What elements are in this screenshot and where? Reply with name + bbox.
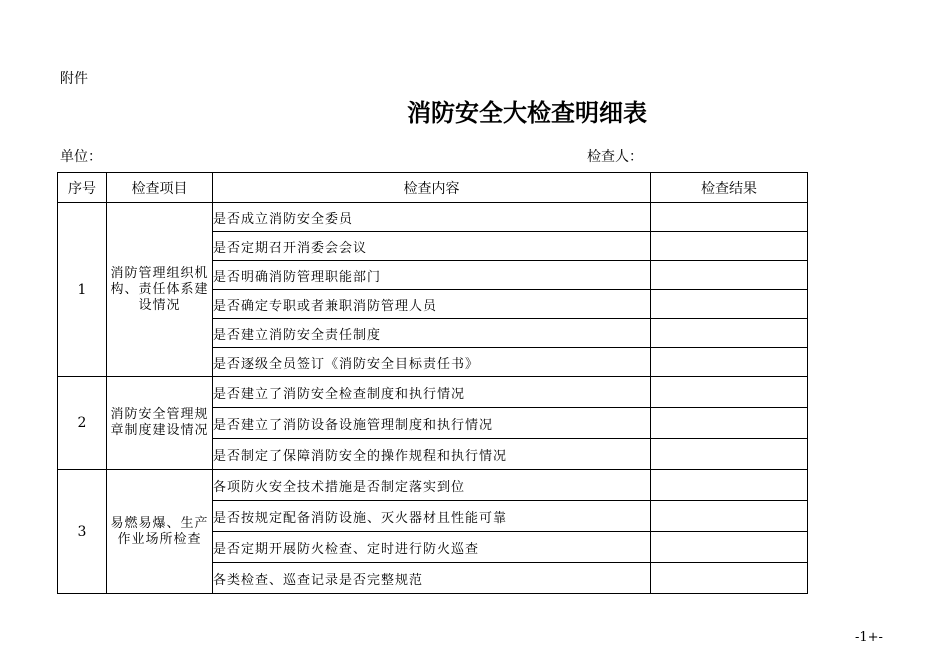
group-item-2: 消防安全管理规章制度建设情况 xyxy=(107,377,213,470)
group-index-1: 1 xyxy=(58,203,107,377)
check-result-cell[interactable] xyxy=(651,501,808,532)
header-index: 序号 xyxy=(58,173,107,203)
group-index-3: 3 xyxy=(58,470,107,594)
check-result-cell[interactable] xyxy=(651,408,808,439)
check-content: 是否定期开展防火检查、定时进行防火巡查 xyxy=(213,532,651,563)
group-item-3: 易燃易爆、生产作业场所检查 xyxy=(107,470,213,594)
attachment-label: 附件 xyxy=(60,71,88,87)
check-content: 是否按规定配备消防设施、灭火器材且性能可靠 xyxy=(213,501,651,532)
check-content: 是否制定了保障消防安全的操作规程和执行情况 xyxy=(213,439,651,470)
check-result-cell[interactable] xyxy=(651,470,808,501)
check-content: 是否建立了消防安全检查制度和执行情况 xyxy=(213,377,651,408)
check-content: 是否建立消防安全责任制度 xyxy=(213,319,651,348)
check-result-cell[interactable] xyxy=(651,439,808,470)
check-result-cell[interactable] xyxy=(651,261,808,290)
inspector-label: 检查人： xyxy=(587,149,643,165)
check-result-cell[interactable] xyxy=(651,290,808,319)
check-content: 各类检查、巡查记录是否完整规范 xyxy=(213,563,651,594)
group-index-2: 2 xyxy=(58,377,107,470)
table-row xyxy=(58,203,808,232)
check-result-cell[interactable] xyxy=(651,319,808,348)
check-content: 是否成立消防安全委员 xyxy=(213,203,651,232)
check-result-cell[interactable] xyxy=(651,203,808,232)
page-title: 消防安全大检查明细表 xyxy=(407,98,647,127)
check-result-cell[interactable] xyxy=(651,532,808,563)
check-result-cell[interactable] xyxy=(651,377,808,408)
check-content: 是否明确消防管理职能部门 xyxy=(213,261,651,290)
check-result-cell[interactable] xyxy=(651,348,808,377)
check-content: 是否逐级全员签订《消防安全目标责任书》 xyxy=(213,348,651,377)
check-content: 是否建立了消防设备设施管理制度和执行情况 xyxy=(213,408,651,439)
table-row xyxy=(58,377,808,408)
inspection-table xyxy=(57,172,808,594)
page-number: -1+- xyxy=(855,630,883,645)
check-content: 是否定期召开消委会会议 xyxy=(213,232,651,261)
table-header-row xyxy=(58,173,808,203)
check-result-cell[interactable] xyxy=(651,232,808,261)
table-row xyxy=(58,470,808,501)
header-content: 检查内容 xyxy=(213,173,651,203)
unit-label: 单位： xyxy=(60,149,102,165)
check-result-cell[interactable] xyxy=(651,563,808,594)
group-item-1: 消防管理组织机构、责任体系建设情况 xyxy=(107,203,213,377)
check-content: 各项防火安全技术措施是否制定落实到位 xyxy=(213,470,651,501)
header-item: 检查项目 xyxy=(107,173,213,203)
header-result: 检查结果 xyxy=(651,173,808,203)
check-content: 是否确定专职或者兼职消防管理人员 xyxy=(213,290,651,319)
